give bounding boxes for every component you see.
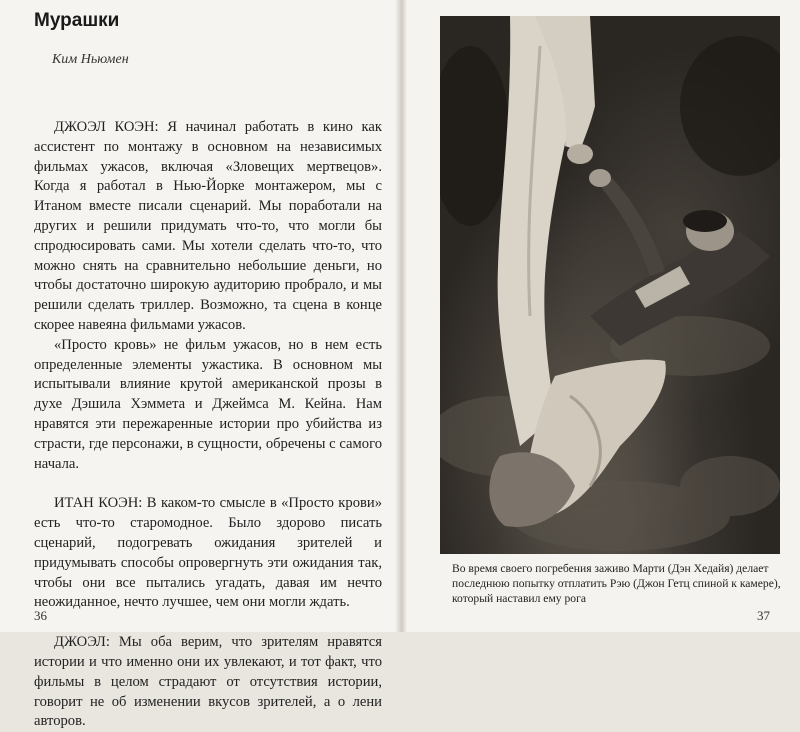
paragraph: ДЖОЭЛ: Мы оба верим, что зрителям нравятся истории и что именно они их увлекают, и тот факт, что фильмы в целом страдают от отсутствия истории, говорит не об изменении вкусов зрителей, а о лени авторов. bbox=[34, 634, 382, 730]
author-name: Ким Ньюмен bbox=[52, 52, 129, 67]
page-number-right: 37 bbox=[757, 608, 770, 623]
page-number-left: 36 bbox=[34, 608, 47, 623]
body-text bbox=[34, 118, 382, 732]
photo-caption: Во время своего погребения заживо Марти (Дэн Хедайя) делает последнюю попытку отплатить Рэю (Джон Гетц спиной к камере), который наставил ему рога bbox=[452, 562, 781, 605]
left-page bbox=[0, 0, 400, 730]
film-still-photo bbox=[440, 16, 780, 554]
paragraph: ДЖОЭЛ КОЭН: Я начинал работать в кино как ассистент по монтажу в основном на независимых фильмах ужасов, включая «Зловещих мертвецов». Когда я работал в Нью-Йорке монтажером, мы с Итаном вместе писали сценарий. Мы поработали на других и решили придумать что-то, что могли бы спродюсировать сами. Мы хотели сделать что-то, что можно снять на сравнительно небольшие деньги, но чтобы достаточно широкую аудиторию пробрало, и мы решили сделать триллер. Возможно, та сцена в конце скорее навеяна фильмами ужасов. bbox=[34, 119, 382, 333]
chapter-title: Мурашки bbox=[34, 10, 120, 31]
photo-illustration bbox=[440, 16, 780, 554]
book-gutter bbox=[395, 0, 407, 632]
paragraph: «Просто кровь» не фильм ужасов, но в нем есть определенные элементы ужастика. В основном мы испытывали влияние крутой американской прозы в духе Дэшила Хэммета и Джеймса М. Кейна. Нам нравятся эти пережаренные истории про убийства из страсти, где персонажи, в сущности, обречены с самого начала. bbox=[34, 336, 382, 472]
paragraph: ИТАН КОЭН: В каком-то смысле в «Просто крови» есть что-то старомодное. Было здорово писать сценарий, подогревать ожидания зрителей и придумывать способы опровергнуть эти ожидания так, чтобы они все пытались угадать, давая им нечто неожиданное, нечто лучшее, чем они могли ждать. bbox=[34, 495, 382, 611]
